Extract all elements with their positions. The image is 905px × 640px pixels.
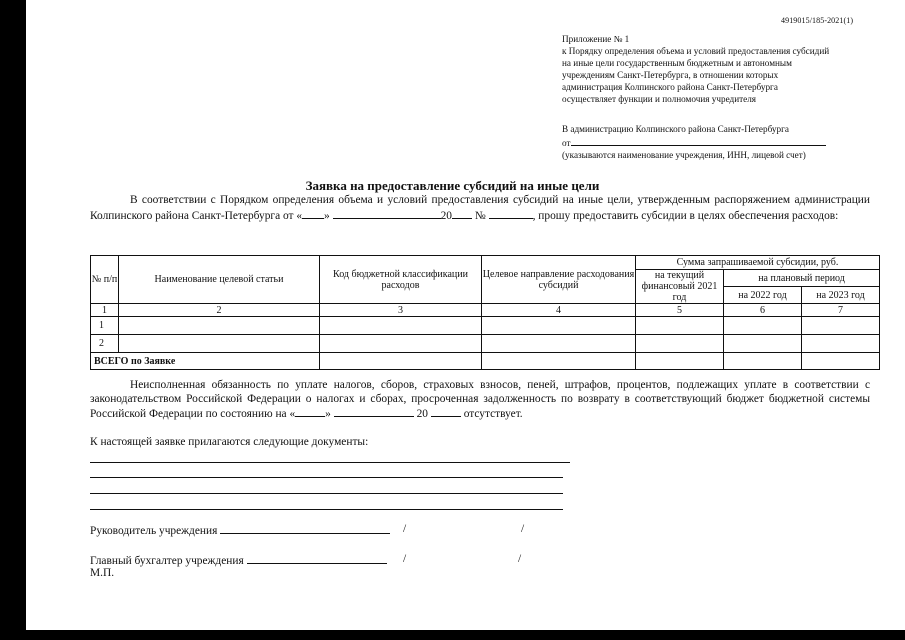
tax-text-1: Неисполненная обязанность по уплате налогов, сборов, страховых взносов, пеней, штрафов, процентов, подлежащих уплате в соответствии с законодательством Российской Федерации о налогах и сборах, просроченная задолженность по возврату в соответствующий бюджет бюджетной системы Российской Федерации по состоянию на « xyxy=(90,379,870,420)
tax-text-4: отсутствует. xyxy=(463,408,523,420)
header-name: Наименование целевой статьи xyxy=(119,256,320,304)
col-number: 7 xyxy=(802,304,880,317)
accountant-label: Главный бухгалтер учреждения xyxy=(90,555,244,567)
intro-text-4: № xyxy=(474,209,486,222)
col-number: 6 xyxy=(724,304,802,317)
intro-paragraph xyxy=(90,194,870,223)
tax-paragraph xyxy=(90,378,870,421)
annex-line: учреждениям Санкт-Петербурга, в отношении которых xyxy=(562,70,779,80)
accountant-signature xyxy=(90,553,387,567)
table-cell[interactable] xyxy=(636,317,724,335)
header-plan-period: на плановый период xyxy=(724,270,880,287)
head-signature-line[interactable] xyxy=(220,523,390,534)
table-cell[interactable] xyxy=(724,317,802,335)
annex-line: Приложение № 1 xyxy=(562,34,630,44)
col-number: 4 xyxy=(482,304,636,317)
header-current-year: на текущий финансовый 2021 год xyxy=(636,270,724,304)
addressee-from xyxy=(562,136,882,150)
annex-line: администрация Колпинского района Санкт-Петербурга xyxy=(562,82,778,92)
signature-slash: / xyxy=(403,553,407,565)
date-month-blank xyxy=(333,208,441,219)
stamp-place: М.П. xyxy=(90,567,115,579)
from-blank-line xyxy=(571,136,826,146)
row-number: 1 xyxy=(91,317,119,335)
addressee-hint: (указываются наименование учреждения, ИНН, лицевой счет) xyxy=(562,150,806,160)
col-number: 2 xyxy=(119,304,320,317)
head-label: Руководитель учреждения xyxy=(90,525,218,537)
table-cell[interactable] xyxy=(724,353,802,370)
signature-slash: / xyxy=(521,523,525,535)
intro-text-2: » xyxy=(324,209,330,222)
tax-year-blank xyxy=(431,406,461,417)
attachment-line[interactable] xyxy=(90,462,570,463)
tax-text-3: 20 xyxy=(416,408,428,420)
subsidy-table xyxy=(90,255,880,370)
tax-month-blank xyxy=(334,406,414,417)
header-sum: Сумма запрашиваемой субсидии, руб. xyxy=(636,256,880,270)
table-cell[interactable] xyxy=(636,353,724,370)
table-row xyxy=(91,317,880,335)
table-cell[interactable] xyxy=(119,335,320,353)
annex-line: к Порядку определения объема и условий предоставления субсидий xyxy=(562,46,830,56)
col-number: 3 xyxy=(320,304,482,317)
table-cell[interactable] xyxy=(724,335,802,353)
date-year-blank xyxy=(452,208,472,219)
table-cell[interactable] xyxy=(320,335,482,353)
annex-line: осуществляет функции и полномочия учредителя xyxy=(562,94,757,104)
attachment-line[interactable] xyxy=(90,509,563,510)
document-title: Заявка на предоставление субсидий на иные цели xyxy=(305,178,600,193)
intro-text-5: , прошу предоставить субсидии в целях обеспечения расходов: xyxy=(532,209,839,222)
header-purpose: Целевое направление расходования субсидий xyxy=(482,256,636,304)
table-cell[interactable] xyxy=(636,335,724,353)
header-num: № п/п xyxy=(91,256,119,304)
addressee-block xyxy=(562,123,882,162)
scan-bottom-border xyxy=(0,630,905,640)
header-code: Код бюджетной классификации расходов xyxy=(320,256,482,304)
order-number-blank xyxy=(489,208,533,219)
from-label: от xyxy=(562,137,571,148)
table-cell[interactable] xyxy=(802,353,880,370)
table-total-row xyxy=(91,353,880,370)
annex-header xyxy=(562,33,882,105)
table-cell[interactable] xyxy=(482,317,636,335)
row-number: 2 xyxy=(91,335,119,353)
attachments-label: К настоящей заявке прилагаются следующие документы: xyxy=(90,436,369,448)
signature-slash: / xyxy=(518,553,522,565)
date-day-blank xyxy=(302,208,324,219)
scan-left-border xyxy=(0,0,26,640)
signature-slash: / xyxy=(403,523,407,535)
table-cell[interactable] xyxy=(802,317,880,335)
annex-line: на иные цели государственным бюджетным и автономным xyxy=(562,58,792,68)
intro-text-1: В соответствии с Порядком определения объема и условий предоставления субсидий на иные цели, утвержденным распоряжением администрации Колпинского района Санкт-Петербурга от « xyxy=(90,194,870,222)
col-number: 5 xyxy=(636,304,724,317)
table-cell[interactable] xyxy=(320,317,482,335)
col-number: 1 xyxy=(91,304,119,317)
attachment-line[interactable] xyxy=(90,493,563,494)
document-id: 4919015/185-2021(1) xyxy=(781,16,854,25)
attachment-line[interactable] xyxy=(90,477,563,478)
total-label: ВСЕГО по Заявке xyxy=(91,353,320,370)
addressee-to: В администрацию Колпинского района Санкт-Петербурга xyxy=(562,124,789,134)
header-2022: на 2022 год xyxy=(724,287,802,304)
accountant-signature-line[interactable] xyxy=(247,553,387,564)
table-cell[interactable] xyxy=(802,335,880,353)
table-cell[interactable] xyxy=(119,317,320,335)
tax-day-blank xyxy=(295,406,325,417)
table-cell[interactable] xyxy=(320,353,482,370)
tax-text-2: » xyxy=(325,408,331,420)
head-signature xyxy=(90,523,390,537)
header-2023: на 2023 год xyxy=(802,287,880,304)
intro-text-3: 20 xyxy=(440,209,452,222)
table-cell[interactable] xyxy=(482,335,636,353)
table-row xyxy=(91,335,880,353)
table-cell[interactable] xyxy=(482,353,636,370)
